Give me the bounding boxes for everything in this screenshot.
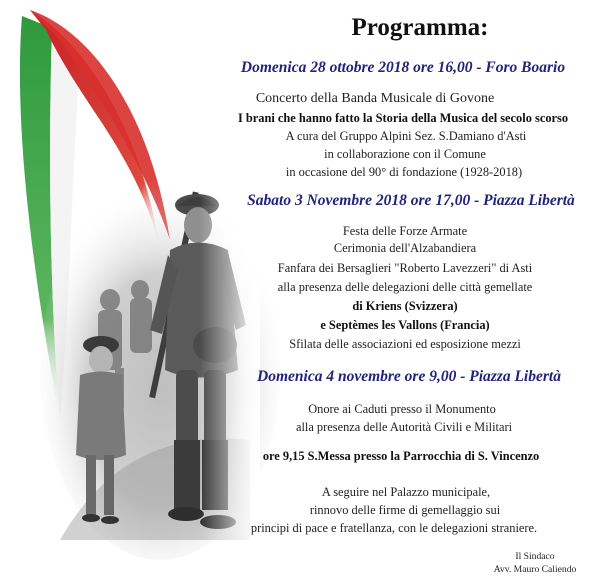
program-heading: Programma: xyxy=(351,14,489,41)
event-1-date: Domenica 28 ottobre 2018 ore 16,00 - Foro Boario xyxy=(240,59,566,76)
event-1-line-1: Concerto della Banda Musicale di Govone xyxy=(255,91,495,106)
event-2-line-3: Fanfara dei Bersaglieri "Roberto Lavezzeri" di Asti xyxy=(277,261,533,275)
signature-name: Avv. Mauro Caliendo xyxy=(493,564,577,575)
event-1-line-3: A cura del Gruppo Alpini Sez. S.Damiano d'Asti xyxy=(285,129,527,143)
event-3-line-5: rinnovo delle firme di gemellaggio sui xyxy=(309,503,501,517)
signature-role: Il Sindaco xyxy=(515,551,555,562)
event-2-line-2: Cerimonia dell'Alzabandiera xyxy=(333,241,477,255)
event-2-line-6: e Septèmes les Vallons (Francia) xyxy=(320,318,490,332)
event-2-line-7: Sfilata delle associazioni ed esposizione mezzi xyxy=(289,337,521,351)
event-3-line-1: Onore ai Caduti presso il Monumento xyxy=(308,402,496,416)
event-2-line-5: di Kriens (Svizzera) xyxy=(352,299,458,313)
event-2-date: Sabato 3 Novembre 2018 ore 17,00 - Piazza Libertà xyxy=(247,192,575,209)
event-3-date: Domenica 4 novembre ore 9,00 - Piazza Libertà xyxy=(257,368,561,385)
event-3-line-3: ore 9,15 S.Messa presso la Parrocchia di S. Vincenzo xyxy=(262,449,540,463)
event-1-line-2: I brani che hanno fatto la Storia della Musica del secolo scorso xyxy=(237,111,569,125)
event-3-line-4: A seguire nel Palazzo municipale, xyxy=(321,485,491,499)
event-2-line-1: Festa delle Forze Armate xyxy=(342,224,468,238)
event-1-line-5: in occasione del 90° di fondazione (1928-2018) xyxy=(285,165,523,179)
event-1-line-4: in collaborazione con il Comune xyxy=(324,147,486,161)
event-3-line-2: alla presenza delle Autorità Civili e Militari xyxy=(295,420,513,434)
event-3-line-6: principi di pace e fratellanza, con le delegazioni straniere. xyxy=(250,521,538,535)
event-2-line-4: alla presenza delle delegazioni delle città gemellate xyxy=(277,280,533,294)
